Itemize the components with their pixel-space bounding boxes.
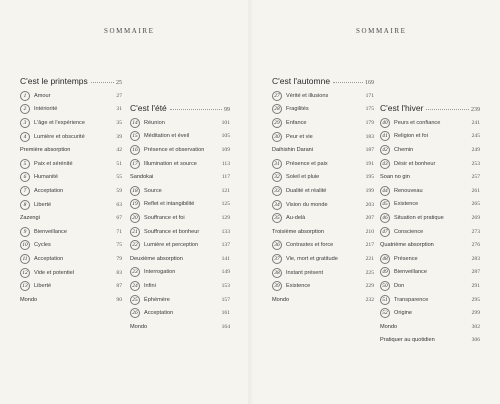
chapter-number-badge: 13 <box>20 281 30 291</box>
entry-title: Interrogation <box>144 269 176 276</box>
column-printemps <box>20 74 122 307</box>
entry-page: 157 <box>221 296 230 303</box>
entry-page: 51 <box>116 160 122 167</box>
toc-entry[interactable] <box>130 266 230 280</box>
entry-page: 171 <box>365 92 374 99</box>
chapter-number-badge: 17 <box>130 159 140 169</box>
toc-entry[interactable] <box>20 116 122 130</box>
entry-title: Liberté <box>34 283 52 290</box>
toc-entry[interactable] <box>380 293 480 307</box>
chapter-number-badge: 31 <box>272 159 282 169</box>
entry-page: 287 <box>471 269 480 276</box>
chapter-number-badge: 3 <box>20 118 30 128</box>
chapter-number-badge: 45 <box>380 199 390 209</box>
toc-section[interactable] <box>380 238 480 252</box>
entry-title: Humanité <box>34 174 58 181</box>
entry-title: Instant présent <box>286 269 324 276</box>
entry-page: 67 <box>116 215 122 222</box>
chapter-number-badge: 40 <box>380 118 390 128</box>
entry-title: Lumière et obscurité <box>34 133 85 140</box>
entry-page: 117 <box>221 174 230 181</box>
entry-title: Vie, mort et gratitude <box>286 255 338 262</box>
toc-entry[interactable] <box>20 130 122 144</box>
entry-page: 232 <box>365 296 374 303</box>
chapter-number-badge: 30 <box>272 132 282 142</box>
entry-page: 137 <box>221 242 230 249</box>
chapter-number-badge: 10 <box>20 240 30 250</box>
toc-section[interactable] <box>20 293 122 307</box>
entry-page: 129 <box>221 214 230 221</box>
toc-entry[interactable] <box>272 116 374 130</box>
toc-entry[interactable] <box>380 116 480 130</box>
chapter-number-badge: 12 <box>20 268 30 278</box>
entry-title: Réunion <box>144 119 165 126</box>
header-right: SOMMAIRE <box>356 27 407 35</box>
entry-page: 241 <box>471 119 480 126</box>
entry-page: 291 <box>471 282 480 289</box>
chapter-number-badge: 39 <box>272 281 282 291</box>
entry-page: 55 <box>116 174 122 181</box>
entry-title: L'âge et l'expérience <box>34 119 85 126</box>
toc-section[interactable] <box>272 143 374 157</box>
season-heading[interactable] <box>20 74 122 86</box>
entry-page: 71 <box>116 228 122 235</box>
toc-entry[interactable] <box>130 293 230 307</box>
chapter-number-badge: 19 <box>130 199 140 209</box>
leader-dots <box>170 109 222 110</box>
chapter-number-badge: 34 <box>272 200 282 210</box>
chapter-number-badge: 22 <box>130 240 140 250</box>
entry-page: 31 <box>116 106 122 113</box>
season-title: C'est l'hiver <box>380 103 424 113</box>
entry-page: 27 <box>116 92 122 99</box>
toc-entry[interactable] <box>380 184 480 198</box>
chapter-number-badge: 29 <box>272 118 282 128</box>
entry-title: Zazengi <box>20 215 40 222</box>
entry-title: Bienveillance <box>34 228 67 235</box>
entry-page: 149 <box>221 269 230 276</box>
entry-title: Pratiquer au quotidien <box>380 337 435 344</box>
entry-page: 217 <box>365 242 374 249</box>
entry-page: 207 <box>365 215 374 222</box>
entry-title: Infini <box>144 282 156 289</box>
entry-title: Chemin <box>394 146 414 153</box>
toc-entry[interactable] <box>272 184 374 198</box>
entry-title: Dualité et réalité <box>286 187 327 194</box>
season-page: 25 <box>116 80 122 86</box>
season-heading[interactable] <box>380 101 480 113</box>
toc-entry[interactable] <box>20 225 122 239</box>
season-page: 169 <box>365 80 374 86</box>
chapter-number-badge: 23 <box>130 267 140 277</box>
entry-title: Méditation et éveil <box>144 133 190 140</box>
entry-page: 63 <box>116 201 122 208</box>
entry-page: 191 <box>365 160 374 167</box>
toc-section[interactable] <box>272 293 374 307</box>
entry-title: Mondo <box>130 323 148 330</box>
column-hiver <box>380 101 480 347</box>
toc-entry[interactable] <box>380 157 480 171</box>
toc-entry[interactable] <box>380 198 480 212</box>
chapter-number-badge: 38 <box>272 268 282 278</box>
toc-entry[interactable] <box>130 238 230 252</box>
chapter-number-badge: 37 <box>272 254 282 264</box>
toc-entry[interactable] <box>272 130 374 144</box>
chapter-number-badge: 21 <box>130 227 140 237</box>
chapter-number-badge: 46 <box>380 213 390 223</box>
toc-entry[interactable] <box>380 306 480 320</box>
entry-page: 276 <box>471 242 480 249</box>
entry-title: Soan no gin <box>380 174 410 181</box>
chapter-number-badge: 47 <box>380 227 390 237</box>
toc-entry[interactable] <box>380 279 480 293</box>
entry-title: Fragilités <box>286 106 309 113</box>
chapter-number-badge: 43 <box>380 159 390 169</box>
chapter-number-badge: 28 <box>272 104 282 114</box>
entry-title: Reflet et intangibilité <box>144 201 195 208</box>
entry-title: Présence et observation <box>144 146 205 153</box>
entry-page: 245 <box>471 133 480 140</box>
entry-page: 121 <box>221 187 230 194</box>
season-title: C'est le printemps <box>20 76 88 86</box>
entry-title: Mondo <box>20 296 38 303</box>
entry-page: 269 <box>471 214 480 221</box>
season-heading[interactable] <box>272 74 374 86</box>
entry-title: Mondo <box>380 323 398 330</box>
entry-page: 265 <box>471 201 480 208</box>
entry-title: Peurs et confiance <box>394 119 441 126</box>
entry-title: Deuxième absorption <box>130 255 183 262</box>
entry-page: 203 <box>365 201 374 208</box>
toc-entry[interactable] <box>130 225 230 239</box>
chapter-number-badge: 32 <box>272 172 282 182</box>
entry-page: 101 <box>221 119 230 126</box>
entry-page: 35 <box>116 119 122 126</box>
chapter-number-badge: 42 <box>380 145 390 155</box>
chapter-number-badge: 52 <box>380 308 390 318</box>
entry-page: 199 <box>365 187 374 194</box>
entry-title: Soleil et pluie <box>286 174 320 181</box>
season-title: C'est l'été <box>130 103 167 113</box>
chapter-number-badge: 14 <box>130 118 140 128</box>
entry-title: Présence et paix <box>286 160 328 167</box>
toc-entry[interactable] <box>20 89 122 103</box>
entry-page: 299 <box>471 310 480 317</box>
chapter-number-badge: 51 <box>380 295 390 305</box>
entry-page: 59 <box>116 187 122 194</box>
entry-title: Origine <box>394 310 413 317</box>
toc-section[interactable] <box>380 170 480 184</box>
toc-entry[interactable] <box>20 279 122 293</box>
entry-title: Désir et bonheur <box>394 160 436 167</box>
entry-page: 179 <box>365 119 374 126</box>
entry-title: Bienveillance <box>394 269 427 276</box>
season-title: C'est l'automne <box>272 76 331 86</box>
toc-section[interactable] <box>20 211 122 225</box>
toc-entry[interactable] <box>272 103 374 117</box>
toc-entry[interactable] <box>380 130 480 144</box>
toc-entry[interactable] <box>20 157 122 171</box>
toc-entry[interactable] <box>130 184 230 198</box>
chapter-number-badge: 36 <box>272 240 282 250</box>
chapter-number-badge: 20 <box>130 213 140 223</box>
entry-title: Acceptation <box>34 187 64 194</box>
toc-entry[interactable] <box>20 266 122 280</box>
chapter-number-badge: 1 <box>20 91 30 101</box>
toc-entry[interactable] <box>130 130 230 144</box>
chapter-number-badge: 26 <box>130 308 140 318</box>
toc-entry[interactable] <box>380 252 480 266</box>
entry-title: Peur et vie <box>286 133 313 140</box>
toc-entry[interactable] <box>130 306 230 320</box>
entry-title: Intériorité <box>34 106 58 113</box>
leader-dots <box>91 82 114 83</box>
toc-section[interactable] <box>272 225 374 239</box>
toc-entry[interactable] <box>130 198 230 212</box>
entry-page: 302 <box>471 323 480 330</box>
entry-page: 273 <box>471 228 480 235</box>
entry-page: 79 <box>116 255 122 262</box>
entry-title: Religion et foi <box>394 133 428 140</box>
entry-title: Vérité et illusions <box>286 92 329 99</box>
chapter-number-badge: 8 <box>20 200 30 210</box>
page-gutter <box>248 0 254 404</box>
entry-title: Vision du monde <box>286 201 328 208</box>
entry-title: Amour <box>34 92 51 99</box>
toc-section[interactable] <box>130 252 230 266</box>
entry-page: 221 <box>365 255 374 262</box>
chapter-number-badge: 2 <box>20 104 30 114</box>
toc-entry[interactable] <box>130 211 230 225</box>
entry-title: Daihishin Darani <box>272 147 314 154</box>
toc-entry[interactable] <box>20 198 122 212</box>
toc-section[interactable] <box>380 334 480 348</box>
chapter-number-badge: 33 <box>272 186 282 196</box>
entry-page: 261 <box>471 187 480 194</box>
toc-entry[interactable] <box>272 211 374 225</box>
chapter-number-badge: 48 <box>380 254 390 264</box>
toc-entry[interactable] <box>272 279 374 293</box>
entry-title: Présence <box>394 255 418 262</box>
entry-page: 133 <box>221 228 230 235</box>
entry-page: 109 <box>221 146 230 153</box>
toc-entry[interactable] <box>20 239 122 253</box>
toc-entry[interactable] <box>130 143 230 157</box>
chapter-number-badge: 4 <box>20 132 30 142</box>
entry-page: 283 <box>471 255 480 262</box>
chapter-number-badge: 9 <box>20 227 30 237</box>
entry-page: 183 <box>365 133 374 140</box>
entry-title: Paix et sérénité <box>34 160 73 167</box>
entry-title: Conscience <box>394 228 424 235</box>
entry-page: 161 <box>221 310 230 317</box>
chapter-number-badge: 35 <box>272 213 282 223</box>
toc-entry[interactable] <box>272 89 374 103</box>
entry-title: Illumination et source <box>144 160 197 167</box>
entry-title: Quatrième absorption <box>380 242 434 249</box>
chapter-number-badge: 25 <box>130 295 140 305</box>
toc-entry[interactable] <box>20 252 122 266</box>
toc-entry[interactable] <box>380 225 480 239</box>
season-heading[interactable] <box>130 101 230 113</box>
leader-dots <box>333 82 363 83</box>
entry-page: 187 <box>365 147 374 154</box>
chapter-number-badge: 50 <box>380 281 390 291</box>
toc-entry[interactable] <box>130 116 230 130</box>
toc-entry[interactable] <box>272 252 374 266</box>
entry-page: 87 <box>116 283 122 290</box>
entry-title: Enfance <box>286 119 307 126</box>
toc-entry[interactable] <box>272 198 374 212</box>
season-page: 99 <box>224 107 230 113</box>
entry-title: Cycles <box>34 242 51 249</box>
entry-title: Mondo <box>272 296 290 303</box>
entry-title: Existence <box>394 201 419 208</box>
chapter-number-badge: 24 <box>130 281 140 291</box>
column-automne <box>272 74 374 307</box>
entry-title: Situation et pratique <box>394 214 444 221</box>
toc-entry[interactable] <box>380 211 480 225</box>
toc-entry[interactable] <box>20 184 122 198</box>
entry-title: Acceptation <box>144 310 174 317</box>
toc-entry[interactable] <box>130 157 230 171</box>
entry-page: 210 <box>365 228 374 235</box>
chapter-number-badge: 6 <box>20 172 30 182</box>
chapter-number-badge: 44 <box>380 186 390 196</box>
entry-title: Lumière et perception <box>144 242 199 249</box>
entry-title: Vide et potentiel <box>34 269 75 276</box>
entry-title: Acceptation <box>34 255 64 262</box>
entry-page: 195 <box>365 174 374 181</box>
entry-title: Liberté <box>34 201 52 208</box>
entry-title: Renouveau <box>394 187 423 194</box>
entry-page: 125 <box>221 201 230 208</box>
toc-entry[interactable] <box>20 103 122 117</box>
header-left: SOMMAIRE <box>104 27 155 35</box>
entry-title: Éphémère <box>144 296 170 303</box>
chapter-number-badge: 7 <box>20 186 30 196</box>
entry-title: Troisième absorption <box>272 228 325 235</box>
entry-page: 249 <box>471 146 480 153</box>
toc-entry[interactable] <box>20 171 122 185</box>
entry-title: Première absorption <box>20 147 71 154</box>
chapter-number-badge: 11 <box>20 254 30 264</box>
toc-entry[interactable] <box>272 239 374 253</box>
chapter-number-badge: 18 <box>130 186 140 196</box>
toc-section[interactable] <box>130 320 230 334</box>
column-ete <box>130 101 230 334</box>
entry-page: 164 <box>221 323 230 330</box>
toc-section[interactable] <box>130 170 230 184</box>
entry-page: 229 <box>365 283 374 290</box>
entry-page: 175 <box>365 106 374 113</box>
entry-page: 295 <box>471 296 480 303</box>
toc-section[interactable] <box>20 143 122 157</box>
entry-page: 253 <box>471 160 480 167</box>
season-page: 239 <box>471 107 480 113</box>
chapter-number-badge: 41 <box>380 131 390 141</box>
chapter-number-badge: 5 <box>20 159 30 169</box>
entry-page: 83 <box>116 269 122 276</box>
entry-page: 225 <box>365 269 374 276</box>
entry-page: 306 <box>471 337 480 344</box>
entry-title: Contrastes et force <box>286 242 334 249</box>
entry-page: 153 <box>221 282 230 289</box>
chapter-number-badge: 16 <box>130 145 140 155</box>
chapter-number-badge: 49 <box>380 267 390 277</box>
entry-title: Don <box>394 282 405 289</box>
chapter-number-badge: 15 <box>130 131 140 141</box>
toc-entry[interactable] <box>380 266 480 280</box>
entry-page: 105 <box>221 133 230 140</box>
toc-entry[interactable] <box>130 279 230 293</box>
entry-page: 257 <box>471 174 480 181</box>
entry-page: 39 <box>116 133 122 140</box>
toc-entry[interactable] <box>272 171 374 185</box>
entry-page: 90 <box>116 296 122 303</box>
entry-page: 113 <box>221 160 230 167</box>
entry-title: Sandokai <box>130 174 154 181</box>
toc-entry[interactable] <box>272 266 374 280</box>
chapter-number-badge: 27 <box>272 91 282 101</box>
entry-page: 42 <box>116 147 122 154</box>
toc-section[interactable] <box>380 320 480 334</box>
entry-title: Souffrance et bonheur <box>144 228 200 235</box>
entry-page: 141 <box>221 255 230 262</box>
entry-title: Transparence <box>394 296 429 303</box>
entry-title: Au-delà <box>286 215 306 222</box>
toc-entry[interactable] <box>380 143 480 157</box>
entry-title: Existence <box>286 283 311 290</box>
leader-dots <box>426 109 469 110</box>
entry-title: Source <box>144 187 162 194</box>
entry-title: Souffrance et foi <box>144 214 185 221</box>
entry-page: 75 <box>116 242 122 249</box>
toc-entry[interactable] <box>272 157 374 171</box>
